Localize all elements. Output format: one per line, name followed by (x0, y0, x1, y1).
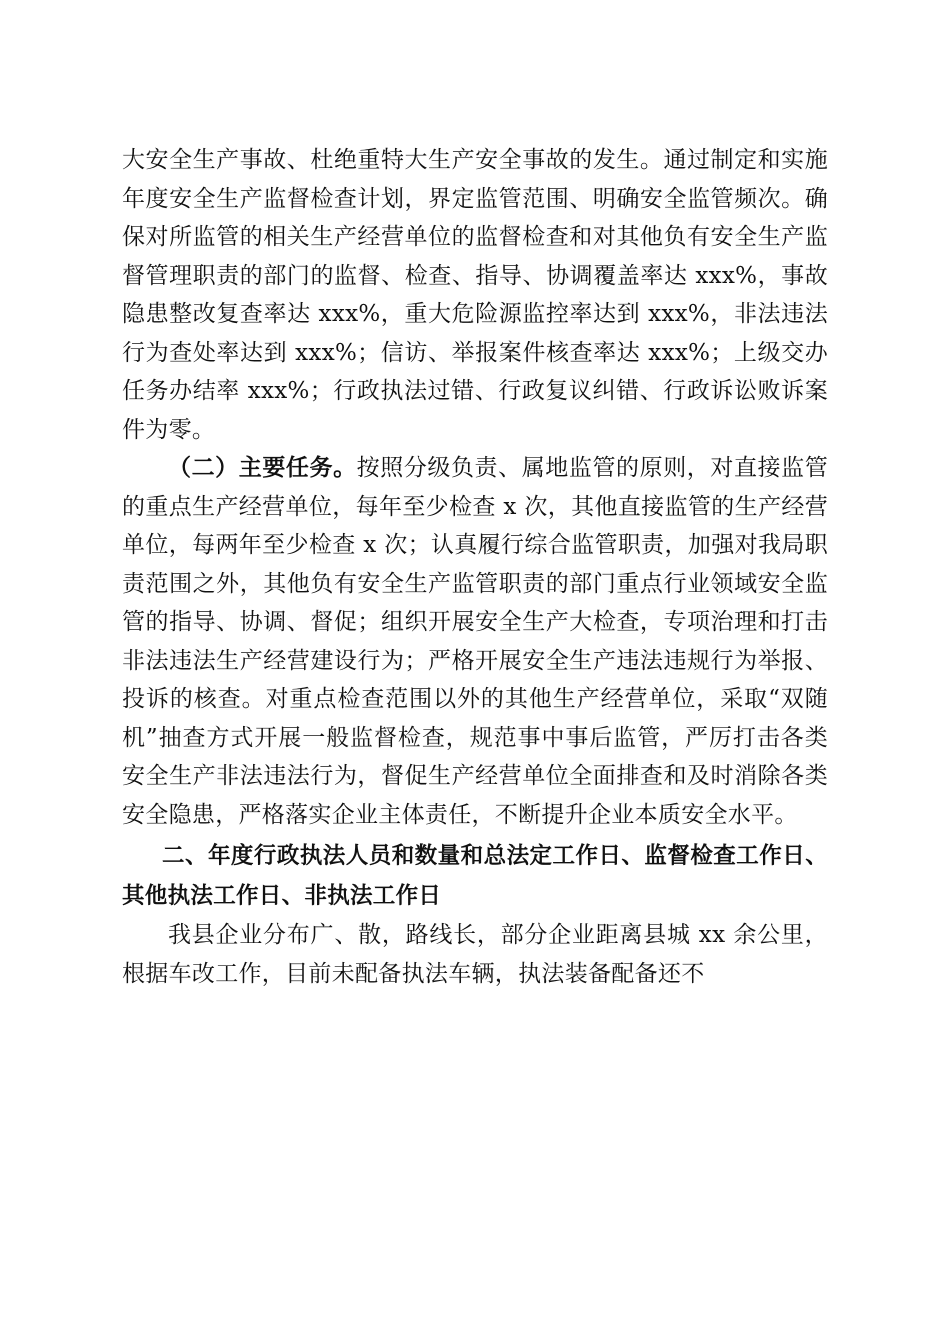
paragraph-enterprise-distribution: 我县企业分布广、散，路线长，部分企业距离县城 xx 余公里，根据车改工作，目前未配备执法车辆，执法装备配备还不 (122, 922, 828, 987)
document-body (122, 141, 828, 993)
main-tasks-body: 按照分级负责、属地监管的原则，对直接监管的重点生产经营单位，每年至少检查 x 次，其他直接监管的生产经营单位，每两年至少检查 x 次；认真履行综合监管职责，加强对我局职责范围之外，其他负有安全生产监管职责的部门重点行业领域安全监管的指导、协调、督促；组织开展安全生产大检查，专项治理和打击非法违法生产经营建设行为；严格开展安全生产违法违规行为举报、投诉的核查。对重点检查范围以外的其他生产经营单位，采取“双随机”抽查方式开展一般监督检查，规范事中事后监管，严厉打击各类安全生产非法违法行为，督促生产经营单位全面排查和及时消除各类安全隐患，严格落实企业主体责任，不断提升企业本质安全水平。 (122, 455, 828, 828)
paragraph-goals-continued: 大安全生产事故、杜绝重特大生产安全事故的发生。通过制定和实施年度安全生产监督检查计划，界定监管范围、明确安全监管频次。确保对所监管的相关生产经营单位的监督检查和对其他负有安全生产监督管理职责的部门的监督、检查、指导、协调覆盖率达 xxx%，事故隐患整改复查率达 xxx%，重大危险源监控率达到 xxx%，非法违法行为查处率达到 xxx%；信访、举报案件核查率达 xxx%；上级交办任务办结率 xxx%；行政执法过错、行政复议纠错、行政诉讼败诉案件为零。 (122, 147, 828, 443)
main-tasks-lead: （二）主要任务。 (168, 454, 357, 481)
paragraph-main-tasks (122, 449, 828, 834)
section-heading-2: 二、年度行政执法人员和数量和总法定工作日、监督检查工作日、其他执法工作日、非执法工作日 (122, 843, 828, 909)
